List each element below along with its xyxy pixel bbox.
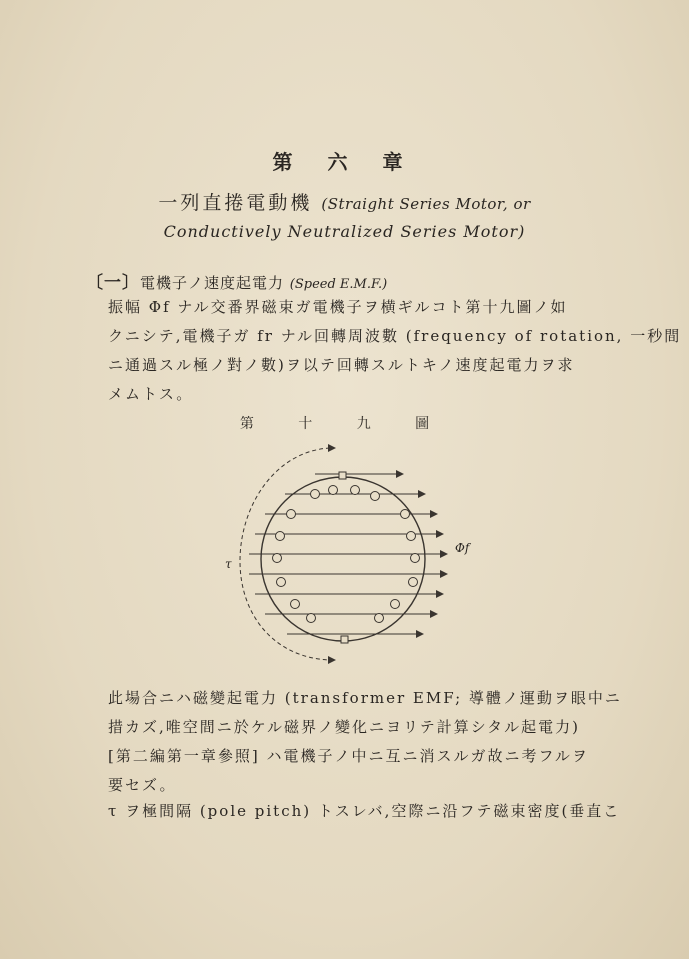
chapter-heading: 第 六 章 (272, 150, 417, 174)
paragraph-line: 振幅 Φf ナル交番界磁束ガ電機子ヲ横ギルコト第十九圖ノ如 (108, 298, 568, 316)
paragraph-1 (108, 293, 682, 409)
brush-top (339, 472, 346, 479)
pole-pitch-label: τ (225, 557, 232, 571)
chapter-title-jp: 一列直捲電動機 (158, 192, 313, 214)
armature-circle (261, 477, 425, 641)
paragraph-line: メムトス。 (108, 385, 194, 403)
chapter-title-line-1 (0, 188, 689, 215)
flux-label: Φf (455, 541, 470, 555)
paragraph-line: 此場合ニハ磁變起電力 (transformer EMF; 導體ノ運動ヲ眼中ニ (108, 689, 622, 707)
paragraph-line: [第二編第一章參照] ハ電機子ノ中ニ互ニ消スルガ故ニ考フルヲ (108, 747, 589, 765)
chapter-title-en-2: Conductively Neutralized Series Motor) (163, 222, 526, 241)
paragraph-line: 要セズ。 (108, 776, 177, 794)
figure-caption: 第 十 九 圖 (239, 416, 450, 432)
section-number: 〔一〕 (86, 273, 140, 293)
brush-bottom (341, 636, 348, 643)
paragraph-3: τ ヲ極間隔 (pole pitch) トスレバ,空際ニ沿フテ磁束密度(垂直こ (108, 802, 621, 820)
section-title-jp: 電機子ノ速度起電力 (140, 274, 285, 292)
section-title-en: (Speed E.M.F.) (289, 277, 388, 292)
chapter-title-en-1: (Straight Series Motor, or (321, 195, 531, 213)
paragraph-2 (108, 684, 622, 800)
paragraph-line: 措カズ,唯空間ニ於ケル磁界ノ變化ニヨリテ計算シタル起電力) (108, 718, 580, 736)
paragraph-line: クニシテ,電機子ガ fr ナル回轉周波數 (frequency of rotation, 一秒間 (108, 327, 682, 345)
armature-flux-diagram (215, 436, 475, 666)
paragraph-line: ニ通過スル極ノ對ノ數)ヲ以テ回轉スルトキノ速度起電力ヲ求 (108, 356, 575, 374)
section-heading (86, 268, 387, 293)
